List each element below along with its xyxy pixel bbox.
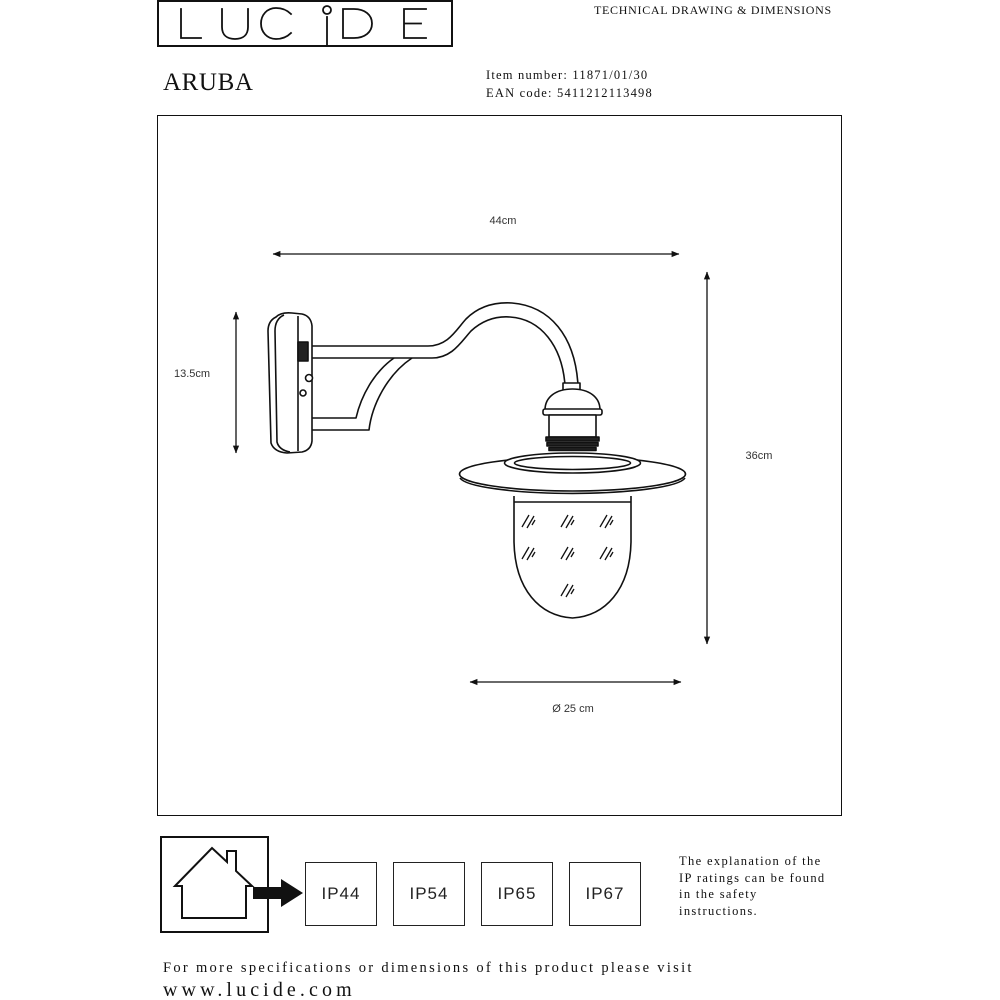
ip-rating-note-line: in the safety (679, 887, 758, 902)
ip-rating-box (481, 862, 553, 926)
item-number-label: Item number: (486, 68, 569, 82)
ip-rating-note-line: The explanation of the (679, 854, 822, 868)
indoor-outdoor-icon-frame (160, 836, 269, 933)
ip-rating-label: IP54 (409, 884, 449, 903)
ip-rating-box (305, 862, 377, 926)
ip-rating-note-line: IP ratings can be found (679, 870, 826, 885)
document-type-heading: TECHNICAL DRAWING & DIMENSIONS (594, 3, 832, 17)
dimension-label-overall-height: 36cm (745, 450, 773, 462)
logo-frame (157, 0, 453, 47)
item-number-line (486, 67, 648, 83)
ean-code-label: EAN code: (486, 86, 553, 100)
ean-code-line (486, 85, 653, 101)
footer-website: www.lucide.com (163, 979, 356, 1000)
ean-code-value: 5411212113498 (557, 86, 653, 100)
ip-rating-note (679, 853, 826, 920)
dimension-label-wall-plate-height: 13.5cm (173, 368, 211, 380)
dimension-label-shade-diameter: Ø 25 cm (552, 703, 594, 715)
item-number-value: 11871/01/30 (572, 68, 649, 82)
ip-rating-note-line: instructions. (679, 904, 759, 919)
ip-rating-box (569, 862, 641, 926)
ip-rating-label: IP65 (497, 884, 537, 903)
ip-rating-label: IP44 (321, 884, 361, 903)
product-name: ARUBA (163, 69, 254, 96)
dimension-label-overall-width: 44cm (489, 215, 517, 227)
ip-rating-box (393, 862, 465, 926)
footer-note: For more specifications or dimensions of this product please visit (163, 960, 694, 976)
ip-rating-label: IP67 (585, 884, 625, 903)
